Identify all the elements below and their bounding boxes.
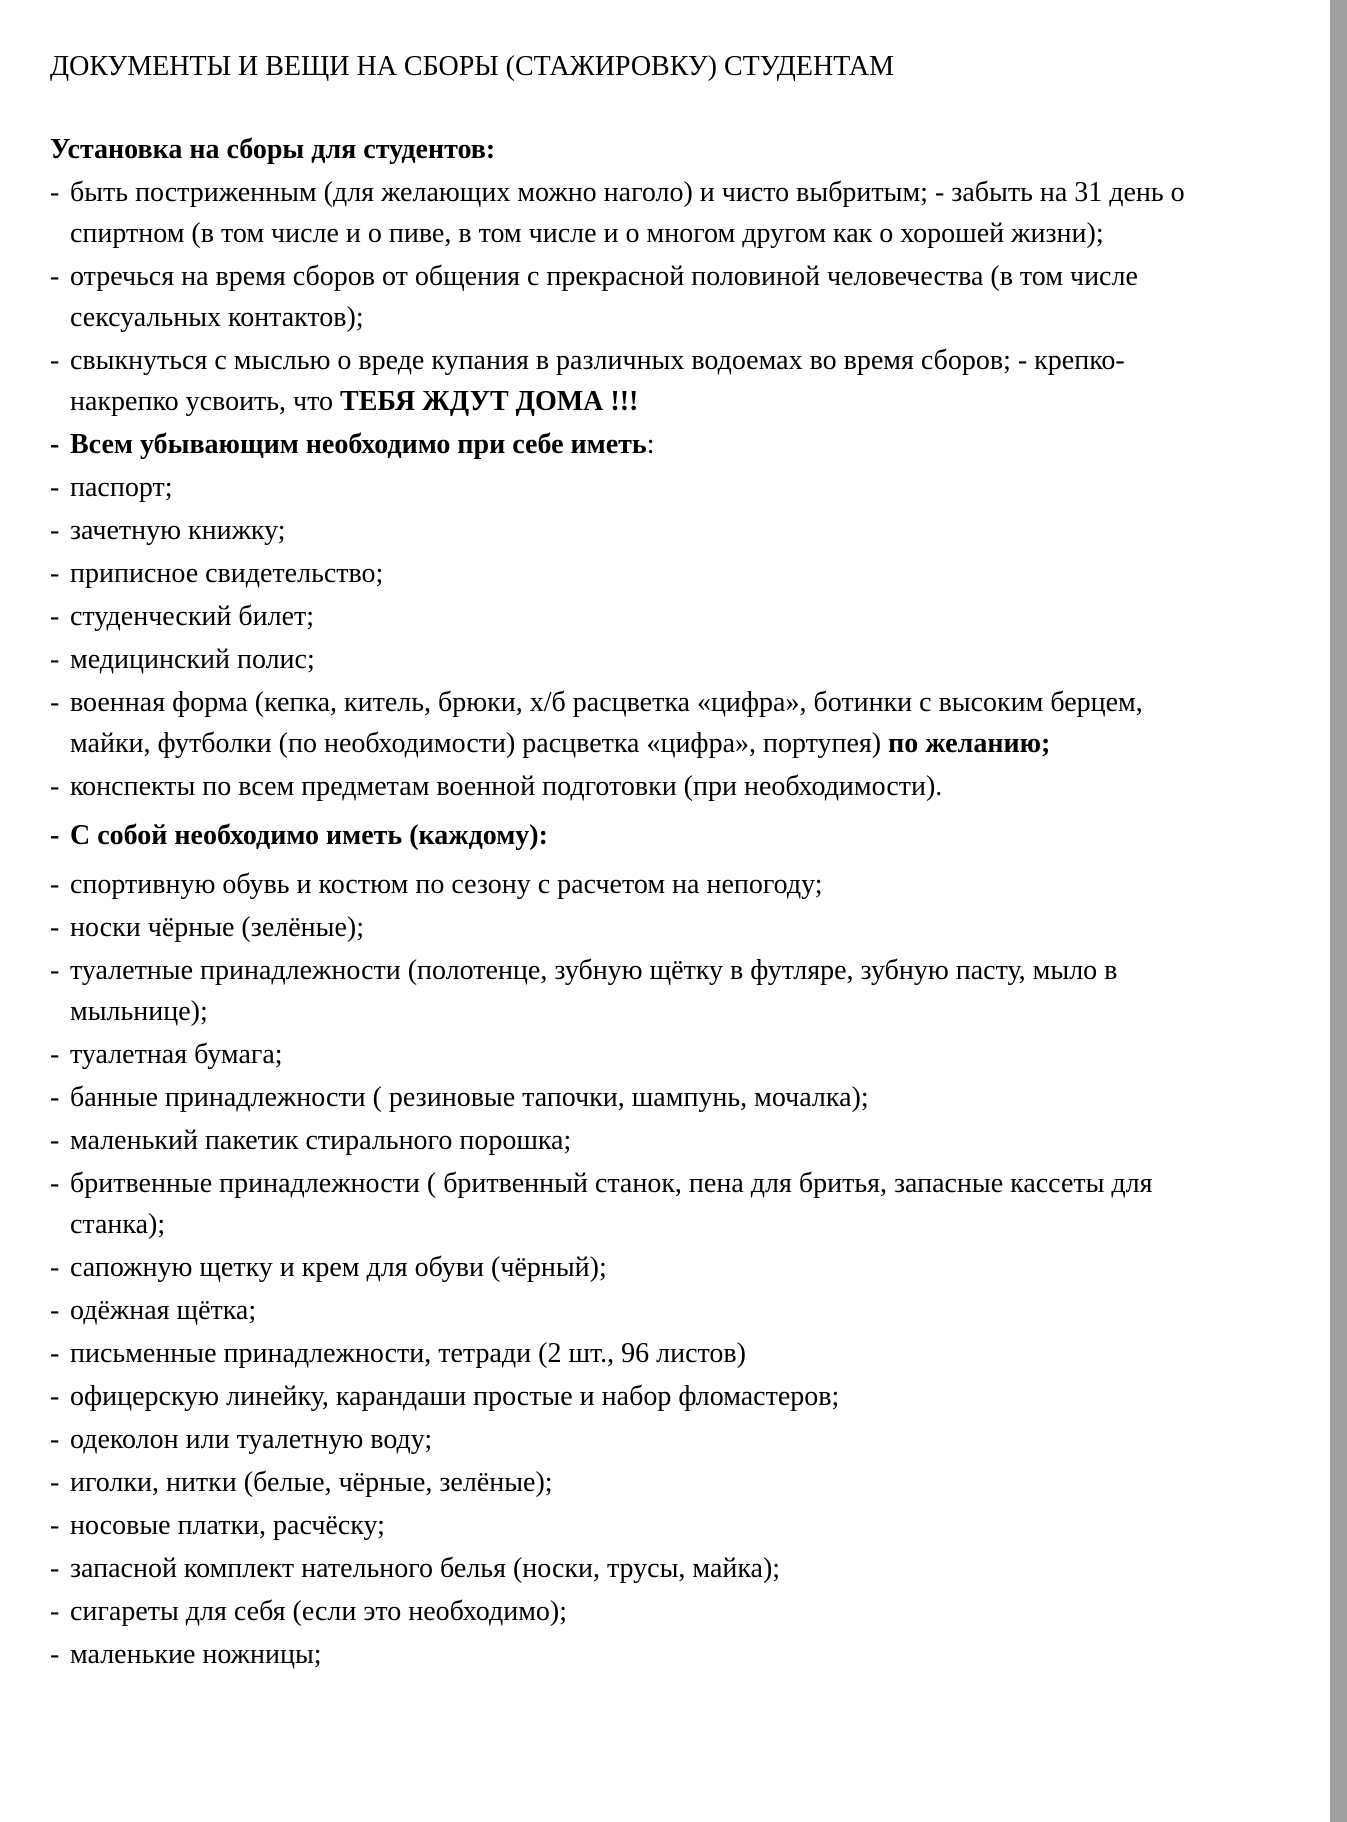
list-item-text: маленький пакетик стирального порошка; (70, 1125, 572, 1156)
list-item-text: конспекты по всем предметам военной подготовки (при необходимости). (70, 771, 943, 802)
list-item-text: паспорт; (70, 472, 173, 503)
list-dash: - (50, 601, 60, 632)
list-item (50, 1290, 1230, 1331)
list-item-text: одеколон или туалетную воду; (70, 1424, 433, 1455)
list-item (50, 1591, 1230, 1632)
list-dash: - (50, 955, 60, 986)
list-item-text: сигареты для себя (если это необходимо); (70, 1596, 568, 1627)
list-item-text: быть постриженным (для желающих можно наголо) и чисто выбритым; - забыть на 31 день о спиртном (в том числе и о пиве, в том числе и о многом другом как о хорошей жизни); (70, 177, 1185, 249)
list-item-emphasis: ТЕБЯ ЖДУТ ДОМА !!! (340, 386, 639, 417)
list-dash: - (50, 1168, 60, 1199)
list-item (50, 256, 1230, 338)
list-dash: - (50, 687, 60, 718)
list-item (50, 1034, 1230, 1075)
list-dash: - (50, 558, 60, 589)
list-dash: - (50, 1381, 60, 1412)
list-item-text: зачетную книжку; (70, 515, 286, 546)
list-item (50, 1505, 1230, 1546)
list-item-text: приписное свидетельство; (70, 558, 384, 589)
list-item (50, 1247, 1230, 1288)
list-item (50, 1462, 1230, 1503)
list-dash: - (50, 912, 60, 943)
list-dash: - (50, 1467, 60, 1498)
list-item-text: сапожную щетку и крем для обуви (чёрный); (70, 1252, 607, 1283)
list-dash: - (50, 1510, 60, 1541)
setup-heading: Установка на сборы для студентов: (50, 134, 496, 165)
list-dash: - (50, 1639, 60, 1670)
list-item-emphasis: по желанию; (888, 728, 1051, 759)
list-item (50, 1634, 1230, 1675)
list-dash: - (50, 345, 60, 376)
list-item (50, 596, 1230, 637)
list-item-text: иголки, нитки (белые, чёрные, зелёные); (70, 1467, 553, 1498)
list-item-text: запасной комплект нательного белья (носки, трусы, майка); (70, 1553, 781, 1584)
document-content (50, 46, 1230, 1677)
list-item (50, 766, 1230, 807)
list-dash: - (50, 1125, 60, 1156)
page-edge-shadow (1330, 0, 1347, 1822)
documents-heading-suffix: : (646, 429, 655, 460)
list-item (50, 553, 1230, 594)
list-item-text: офицерскую линейку, карандаши простые и набор фломастеров; (70, 1381, 840, 1412)
list-item (50, 1548, 1230, 1589)
list-dash: - (50, 515, 60, 546)
list-dash: - (50, 1596, 60, 1627)
list-item (50, 1077, 1230, 1118)
list-dash: - (50, 820, 60, 851)
list-item (50, 1163, 1230, 1245)
list-item-text: свыкнуться с мыслью о вреде купания в различных водоемах во время сборов; - крепко-накрепко усвоить, что (70, 345, 1125, 417)
list-item-text: студенческий билет; (70, 601, 315, 632)
list-dash: - (50, 1039, 60, 1070)
list-item-text: одёжная щётка; (70, 1295, 257, 1326)
list-item (50, 467, 1230, 508)
list-item (50, 340, 1230, 422)
list-item (50, 1376, 1230, 1417)
belongings-list (50, 864, 1230, 1675)
documents-heading-line (50, 424, 1230, 465)
list-dash: - (50, 177, 60, 208)
belongings-heading: С собой необходимо иметь (каждому): (70, 820, 548, 851)
document-title: ДОКУМЕНТЫ И ВЕЩИ НА СБОРЫ (СТАЖИРОВКУ) СТУДЕНТАМ (50, 51, 895, 82)
list-dash: - (50, 472, 60, 503)
list-dash: - (50, 1424, 60, 1455)
documents-heading-wrap (70, 424, 1230, 465)
list-item-text-wrap (70, 340, 1230, 422)
list-item (50, 1120, 1230, 1161)
list-item-text: бритвенные принадлежности ( бритвенный станок, пена для бритья, запасные кассеты для станка); (70, 1168, 1153, 1240)
list-item-text: туалетная бумага; (70, 1039, 283, 1070)
list-item-text: носки чёрные (зелёные); (70, 912, 364, 943)
list-dash: - (50, 429, 60, 460)
list-item-text: туалетные принадлежности (полотенце, зубную щётку в футляре, зубную пасту, мыло в мыльнице); (70, 955, 1118, 1027)
list-item (50, 639, 1230, 680)
list-item (50, 510, 1230, 551)
list-dash: - (50, 1295, 60, 1326)
list-dash: - (50, 771, 60, 802)
list-item-text: военная форма (кепка, китель, брюки, х/б расцветка «цифра», ботинки с высоким берцем, майки, футболки (по необходимости) расцветка «цифра», портупея) (70, 687, 1143, 759)
list-item-text: медицинский полис; (70, 644, 315, 675)
list-dash: - (50, 1553, 60, 1584)
list-dash: - (50, 869, 60, 900)
documents-heading: Всем убывающим необходимо при себе иметь (70, 429, 647, 460)
list-item-text: носовые платки, расчёску; (70, 1510, 385, 1541)
belongings-heading-line (50, 815, 1230, 856)
list-item-text-wrap (70, 682, 1230, 764)
list-item (50, 1333, 1230, 1374)
list-item-text: банные принадлежности ( резиновые тапочки, шампунь, мочалка); (70, 1082, 869, 1113)
documents-list (50, 467, 1230, 807)
list-dash: - (50, 261, 60, 292)
list-item (50, 950, 1230, 1032)
list-item-text: письменные принадлежности, тетради (2 шт., 96 листов) (70, 1338, 746, 1369)
list-item (50, 682, 1230, 764)
list-dash: - (50, 1252, 60, 1283)
list-dash: - (50, 644, 60, 675)
list-dash: - (50, 1338, 60, 1369)
list-dash: - (50, 1082, 60, 1113)
list-item-text: отречься на время сборов от общения с прекрасной половиной человечества (в том числе сексуальных контактов); (70, 261, 1138, 333)
list-item-text: маленькие ножницы; (70, 1639, 322, 1670)
list-item (50, 172, 1230, 254)
list-item (50, 1419, 1230, 1460)
list-item-text: спортивную обувь и костюм по сезону с расчетом на непогоду; (70, 869, 823, 900)
list-item (50, 907, 1230, 948)
list-item (50, 864, 1230, 905)
